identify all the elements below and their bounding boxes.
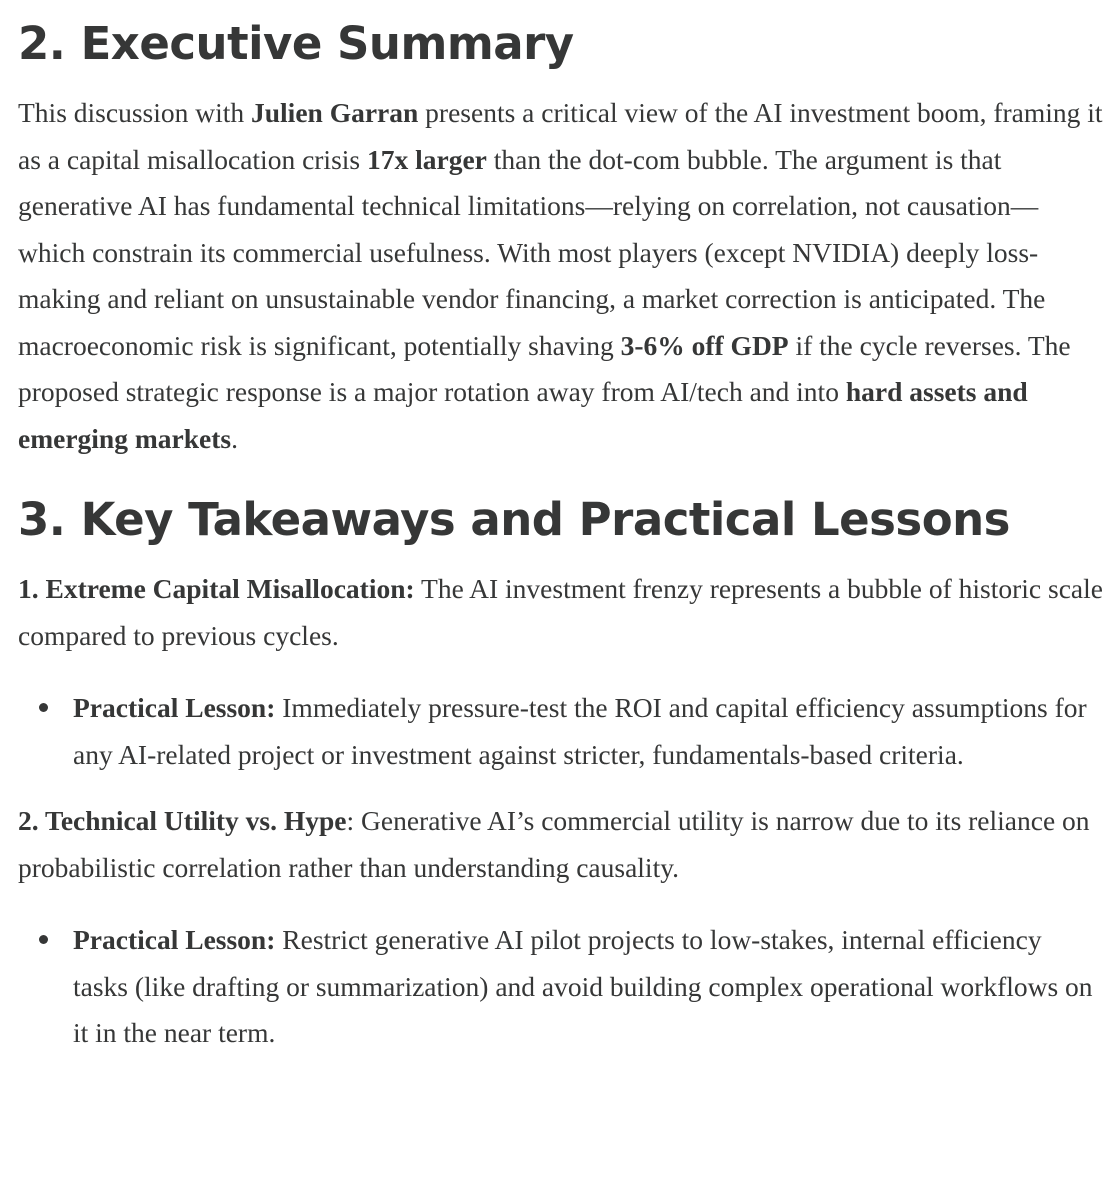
takeaway-item [18,798,1103,891]
summary-bold-gdp: 3-6% off GDP [620,329,789,361]
lesson-label: Practical Lesson: [73,924,276,955]
takeaway-title: 1. Extreme Capital Misallocation: [18,573,415,604]
lesson-text: Immediately pressure-test the ROI and capital efficiency assumptions for any AI-related project or investment against stricter, fundamentals-based criteria. [73,692,1087,770]
summary-text-1: This discussion with [18,97,251,128]
summary-text-2: presents a critical view of the AI investment boom, framing it as a capital misallocation crisis [18,97,1103,175]
lesson-text: Restrict generative AI pilot projects to low-stakes, internal efficiency tasks (like drafting or summarization) and avoid building complex operational workflows on it in the near term. [73,924,1093,1048]
executive-summary-paragraph [18,90,1103,462]
lesson-list [18,685,1103,778]
takeaway-text: The AI investment frenzy represents a bubble of historic scale compared to previous cycles. [18,573,1103,651]
bullet-icon [39,703,48,712]
document [18,0,1103,1057]
summary-bold-assets: hard assets and emerging markets [18,376,1028,454]
takeaway-title: 2. Technical Utility vs. Hype [18,805,347,836]
summary-text-3: than the dot-com bubble. The argument is that generative AI has fundamental technical limitations—relying on correlation, not causation—which constrain its commercial usefulness. With most players (except NVIDIA) deeply loss-making and reliant on unsustainable vendor financing, a market correction is anticipated. The macroeconomic risk is significant, potentially shaving [18,143,1046,361]
takeaway-item [18,566,1103,659]
lesson-list [18,917,1103,1057]
lesson-item [73,685,1103,778]
bullet-icon [39,935,48,944]
lesson-item [73,917,1103,1057]
lesson-label: Practical Lesson: [73,692,276,723]
executive-summary-heading: 2. Executive Summary [18,17,574,70]
summary-bold-multiple: 17x larger [367,143,487,175]
takeaway-text: : Generative AI’s commercial utility is narrow due to its reliance on probabilistic correlation rather than understanding causality. [18,805,1090,883]
summary-bold-name: Julien Garran [251,97,419,128]
summary-text-5: . [231,422,238,454]
summary-text-4: if the cycle reverses. The proposed strategic response is a major rotation away from AI/tech and into [18,329,1071,407]
key-takeaways-heading: 3. Key Takeaways and Practical Lessons [18,493,1010,546]
